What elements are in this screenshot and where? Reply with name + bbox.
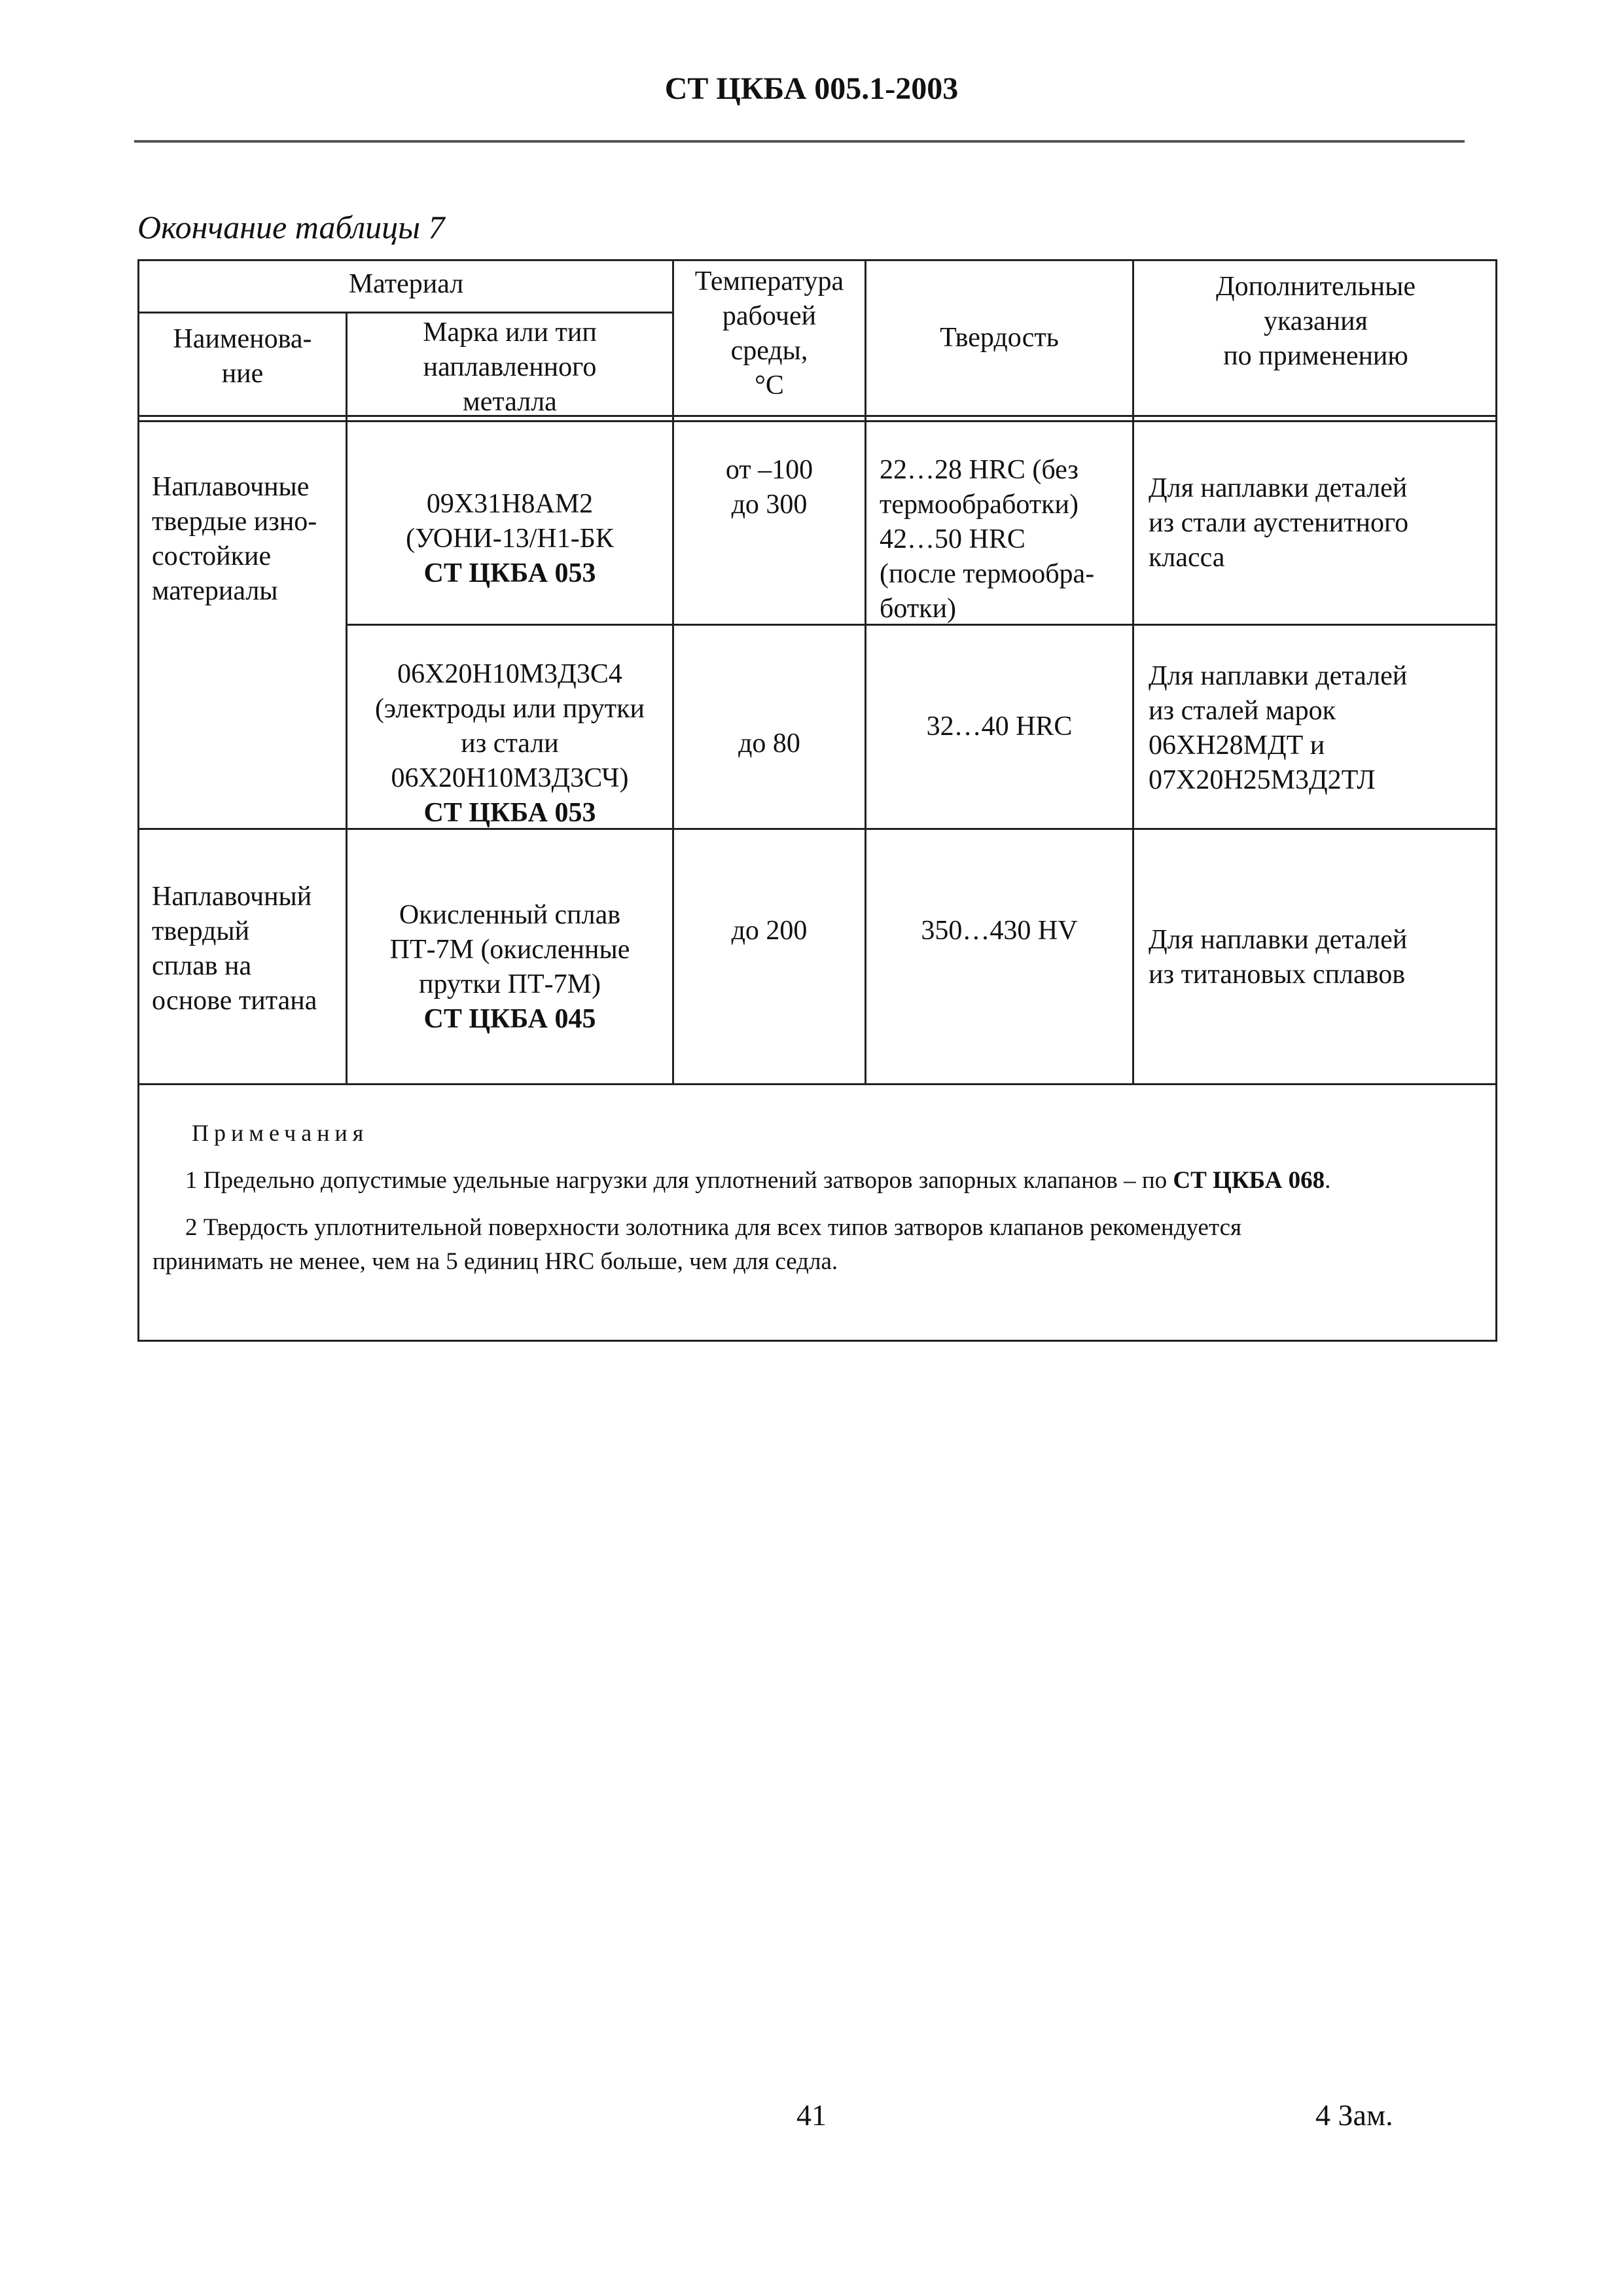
header-grade: Марка или тип наплавленного металла	[423, 317, 597, 417]
row2-grade-standard: СТ ЦКБА 053	[423, 798, 596, 828]
row1-temperature: от –100 до 300	[725, 455, 813, 520]
note-1	[152, 1164, 1507, 1198]
header-name: Наименова- ние	[173, 324, 312, 389]
grid-line	[137, 312, 673, 314]
header-hardness: Твердость	[940, 323, 1059, 353]
row3-grade-standard: СТ ЦКБА 045	[423, 1004, 596, 1034]
page-number: 41	[796, 2098, 827, 2132]
column-divider	[1132, 259, 1134, 1085]
row3-temperature: до 200	[731, 916, 808, 946]
note-1-reference: СТ ЦКБА 068	[1173, 1167, 1325, 1194]
row1-grade-cell	[348, 487, 672, 591]
note-1-text: 1 Предельно допустимые удельные нагрузки для уплотнений затворов запорных клапанов – по	[185, 1167, 1173, 1194]
row3-notes: Для наплавки деталей из титановых сплавов	[1149, 925, 1408, 990]
document-header: СТ ЦКБА 005.1-2003	[664, 71, 959, 106]
header-divider	[137, 420, 1497, 422]
note-2-line-1: 2 Твердость уплотнительной поверхности золотника для всех типов затворов клапанов рекомендуется	[185, 1214, 1242, 1241]
row3-hardness: 350…430 HV	[921, 916, 1078, 946]
header-divider	[137, 415, 1497, 417]
row1-notes: Для наплавки деталей из стали аустенитного класса	[1149, 473, 1409, 573]
row2-temperature: до 80	[738, 728, 800, 759]
row1-hardness: 22…28 HRC (без термообработки) 42…50 HRC (после термообра- ботки)	[880, 455, 1095, 624]
row2-hardness: 32…40 HRC	[926, 711, 1073, 742]
row2-notes: Для наплавки деталей из сталей марок 06ХН28МДТ и 07Х20Н25М3Д2ТЛ	[1149, 661, 1408, 795]
row-divider	[137, 828, 1497, 830]
header-temperature: Температура рабочей среды, °С	[694, 266, 844, 401]
row1-grade: 09Х31Н8АМ2 (УОНИ-13/Н1-БК	[406, 489, 614, 554]
table-caption: Окончание таблицы 7	[137, 209, 445, 245]
notes-divider	[137, 1083, 1497, 1085]
header-notes: Дополнительные указания по применению	[1216, 272, 1416, 371]
row2-grade: 06Х20Н10М3Д3С4 (электроды или прутки из стали 06Х20Н10М3Д3СЧ)	[374, 659, 645, 793]
row3-name: Наплавочный твердый сплав на основе титана	[152, 882, 317, 1016]
notes-title: Примечания	[192, 1120, 369, 1146]
revision-label: 4 Зам.	[1315, 2098, 1393, 2132]
row1-grade-standard: СТ ЦКБА 053	[423, 558, 596, 588]
header-material: Материал	[348, 269, 464, 299]
row3-grade-cell	[348, 898, 672, 1037]
note-1-end: .	[1325, 1167, 1331, 1194]
header-rule	[134, 140, 1465, 143]
row3-grade: Окисленный сплав ПТ-7М (окисленные прутки ПТ-7М)	[389, 900, 630, 999]
column-divider	[865, 259, 866, 1085]
note-2-line-2: принимать не менее, чем на 5 единиц HRC больше, чем для седла.	[152, 1248, 838, 1275]
row1-name: Наплавочные твердые изно- состойкие материалы	[152, 472, 317, 606]
row2-grade-cell	[348, 657, 672, 831]
